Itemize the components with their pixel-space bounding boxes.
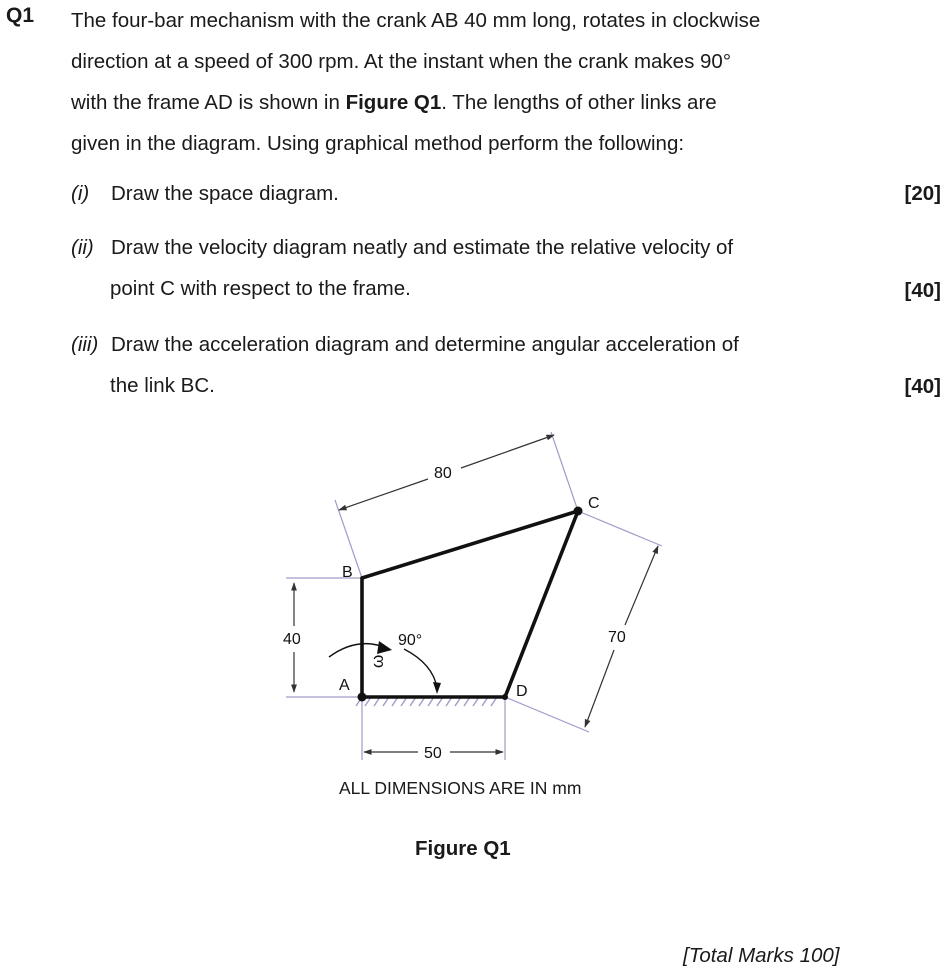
part-i-text: Draw the space diagram.	[111, 182, 339, 205]
dim-line-bc-right	[461, 435, 554, 468]
part-iii-text-1: Draw the acceleration diagram and determine angular acceleration of	[111, 333, 739, 356]
label-angle: 90°	[398, 632, 423, 649]
ext-c-right	[578, 511, 662, 546]
label-a: A	[339, 677, 350, 694]
intro-line-1: The four-bar mechanism with the crank AB 40 mm long, rotates in clockwise	[71, 9, 761, 32]
joint-c	[574, 507, 583, 516]
part-ii-text-2: point C with respect to the frame.	[110, 277, 411, 300]
part-iii-text-2: the link BC.	[110, 374, 215, 397]
part-ii-text-1: Draw the velocity diagram neatly and estimate the relative velocity of	[111, 236, 734, 259]
question-number: Q1	[6, 4, 35, 27]
angle-arc	[404, 649, 437, 688]
label-d: D	[516, 683, 528, 700]
dim-cd-value: 70	[608, 629, 626, 646]
label-omega: ω	[368, 654, 387, 668]
total-marks: [Total Marks 100]	[683, 944, 840, 967]
ext-d-right	[505, 697, 589, 732]
dim-ad-value: 50	[424, 745, 442, 762]
intro-line-3-tail: . The lengths of other links are	[441, 91, 717, 114]
angle-arrowhead	[433, 682, 441, 694]
dim-ab-value: 40	[283, 631, 301, 648]
link-cd	[505, 511, 578, 697]
intro-line-2: direction at a speed of 300 rpm. At the instant when the crank makes 90°	[71, 50, 732, 73]
omega-arrowhead	[377, 641, 392, 654]
part-iii-marks: [40]	[904, 375, 941, 398]
link-bc	[362, 511, 578, 578]
intro-line-3-head: with the frame AD is shown in	[71, 91, 346, 114]
dim-line-bc-left	[339, 479, 428, 510]
joint-a	[358, 693, 367, 702]
joint-d	[502, 694, 508, 700]
intro-line-4: given in the diagram. Using graphical method perform the following:	[71, 132, 685, 155]
dim-line-cd-upper	[625, 546, 658, 625]
part-ii-roman: (ii)	[71, 236, 94, 259]
part-i-roman: (i)	[71, 182, 90, 205]
intro-figure-ref: Figure Q1	[345, 91, 442, 114]
dim-line-cd-lower	[585, 650, 614, 727]
part-iii-roman: (iii)	[71, 333, 99, 356]
part-ii-marks: [40]	[904, 279, 941, 302]
ext-c-up	[551, 432, 578, 511]
label-c: C	[588, 495, 600, 512]
part-i-marks: [20]	[904, 182, 941, 205]
units-note: ALL DIMENSIONS ARE IN mm	[339, 778, 582, 798]
dim-bc-value: 80	[434, 465, 452, 482]
figure-caption: Figure Q1	[415, 837, 511, 860]
label-b: B	[342, 564, 353, 581]
